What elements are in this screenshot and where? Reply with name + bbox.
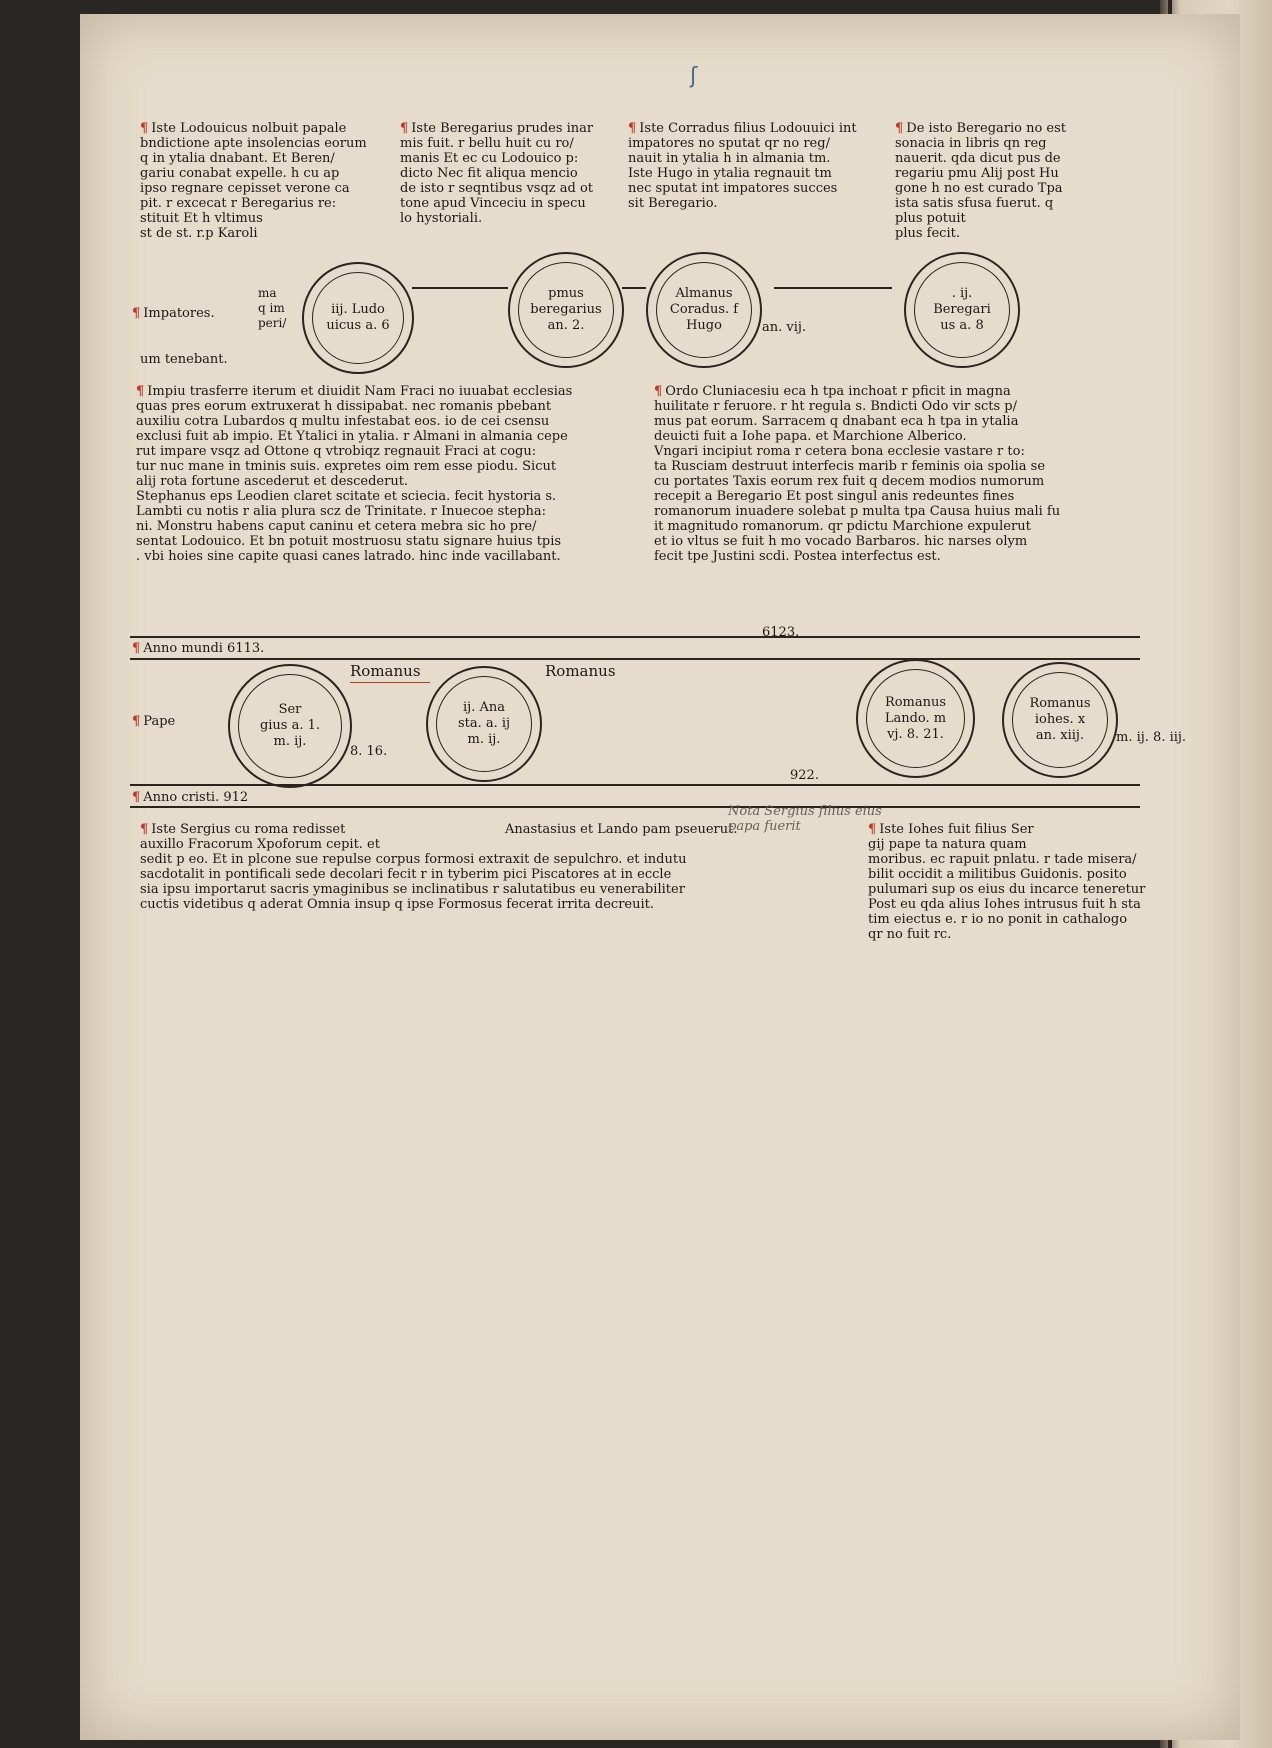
anastasius-text: Anastasius et Lando pam pseuerut. (505, 822, 738, 837)
pope-circle-text: Romanus Lando. m vj. 8. 21. (884, 694, 947, 742)
paragraph-mark-icon: ¶ (132, 306, 141, 321)
lineage-line (774, 287, 892, 289)
impatores-label (132, 306, 215, 321)
upper-col-2 (400, 106, 630, 226)
anno-cristi-label (132, 790, 248, 805)
emperor-circle-text: Almanus Coradus. f Hugo (669, 286, 739, 333)
impatores-text: ma q im peri/ (258, 286, 287, 330)
chronology-rule-top (130, 636, 1140, 638)
pope-circle-2 (426, 666, 542, 782)
paragraph-mark-icon: ¶ (868, 822, 877, 837)
lineage-line (622, 287, 646, 289)
upper-col-1-text: Iste Lodouicus nolbuit papale bndictione apte insolencias eorum q in ytalia dnabant. Et Beren/ gariu conabat expelle. h cu ap ipso regnare cepisset verone ca pit. r excecat r Beregarius re: stituit Et h vltimus st de st. r.p Karoli (140, 121, 367, 241)
paragraph-mark-icon: ¶ (132, 641, 141, 656)
paragraph-mark-icon: ¶ (140, 822, 149, 837)
lower-right-text (868, 822, 1148, 942)
anno-mundi-label (132, 641, 264, 656)
tenebant-text: um tenebant. (140, 352, 228, 367)
paragraph-mark-icon: ¶ (628, 121, 637, 136)
pope-circle-text: Romanus iohes. x an. xiij. (1029, 696, 1091, 743)
red-underline (350, 682, 430, 683)
anno-mundi-end: 6123. (762, 625, 800, 640)
pape-text: Pape (143, 714, 176, 729)
emperor-circle-2 (508, 252, 624, 368)
upper-col-3-text: Iste Corradus filius Lodouuici int impatores no sputat qr no reg/ nauit in ytalia h in almania tm. Iste Hugo in ytalia regnauit tm nec sputat int impatores succes sit Beregario. (628, 121, 857, 211)
pope-circle-text: ij. Ana sta. a. ij m. ij. (457, 700, 511, 747)
lower-left-content: Iste Sergius cu roma redisset auxillo Fracorum Xpoforum cepit. et sedit p eo. Et in plcone sue repulse corpus formosi extraxit de sepulchro. et indutu sacdotalit in pontificali sede decolari fecit r in tyberim pici Piscatores at in eccle sia ipsu importarut sacris ymaginibus se inclinatibus r salutatibus eu venerabiliter cuctis videtibus q aderat Omnia insup q ipse Formosus fecerat irrita decreuit. (140, 822, 687, 912)
emperor-circle-text: iij. Ludo uicus a. 6 (326, 302, 390, 333)
upper-col-3 (628, 106, 898, 211)
pape-label (132, 714, 175, 729)
upper-col-2-text: Iste Beregarius prudes inar mis fuit. r bellu huit cu ro/ manis Et ec cu Lodouico p: dicto Nec fit aliqua mencio de isto r seqntibus vsqz ad ot tone apud Vinceciu in specu lo hystoriali. (400, 121, 594, 226)
lower-right-content: Iste Iohes fuit filius Ser gij pape ta natura quam moribus. ec rapuit pnlatu. r tade misera/ bilit occidit a militibus Guidonis. posito pulumari sup os eius du incarce teneretur Post eu qda alius Iohes intrusus fuit h sta tim eiectus e. r io no ponit in cathalogo qr no fuit rc. (868, 822, 1146, 942)
paragraph-mark-icon: ¶ (132, 790, 141, 805)
middle-right-text (654, 384, 1134, 564)
paragraph-mark-icon: ¶ (400, 121, 409, 136)
paragraph-mark-icon: ¶ (136, 384, 145, 399)
pope-circle-1 (228, 664, 352, 788)
lineage-line (412, 287, 508, 289)
emperor-circle-text: . ij. Beregari us a. 8 (933, 286, 991, 333)
paragraph-mark-icon: ¶ (654, 384, 663, 399)
paragraph-mark-icon: ¶ (140, 121, 149, 136)
chronology-rule (130, 784, 1140, 786)
romanus-label-1: Romanus (350, 662, 421, 680)
emperor-circle-1 (302, 262, 414, 374)
middle-left-text (136, 384, 656, 564)
pope-circle-text: Ser gius a. 1. m. ij. (259, 702, 321, 749)
romanus-label-2: Romanus (545, 662, 616, 680)
middle-right-content: Ordo Cluniacesiu eca h tpa inchoat r pficit in magna huilitate r feruore. r ht regula s. Bndicti Odo vir scts p/ mus pat eorum. Sarracem q dnabant eca h tpa in ytalia deuicti fuit a Iohe papa. et Marchione Alberico. Vngari incipiut roma r cetera bona ecclesie vastare r to: ta Rusciam destruut interfecis marib r feminis oia spolia se cu portates Taxis eorum rex fuit q decem modios numorum recepit a Beregario Et post singul anis redeuntes fines romanorum inuadere solebat p multa tpa Causa huius mali fu it magnitudo romanorum. qr pdictu Marchione expulerut et io vltus se fuit h mo vocado Barbaros. hic narses olym fecit tpe Justini scdi. Postea interfectus est. (654, 384, 1061, 564)
middle-left-content: Impiu trasferre iterum et diuidit Nam Fraci no iuuabat ecclesias quas pres eorum extruxerat h dissipabat. nec romanis pbebant auxiliu cotra Lubardos q multu infestabat eos. io de cei csensu exclusi fuit ab impio. Et Ytalici in ytalia. r Almani in almania cepe rut impare vsqz ad Ottone q vtrobiqz regnauit Fraci at cogu: tur nuc mane in tminis suis. expretes oim rem esse piodu. Sicut alij rota fortune ascederut et descederut. Stephanus eps Leodien claret scitate et sciecia. fecit hystoria s. Lambti cu notis r alia plura scz de Trinitate. r Inuecoe stepha: ni. Monstru habens caput caninu et cetera mebra sic ho pre/ sentat Lodouico. Et bn potuit mostruosu statu signare huius tpis . vbi hoies sine capite quasi canes latrado. hinc inde vacillabant. (136, 384, 573, 564)
anno-mundi-text: Anno mundi 6113. (143, 641, 265, 656)
impatores-label-text: Impatores. (143, 306, 215, 321)
anno-cristi-end: 922. (790, 768, 819, 783)
upper-col-4-text: De isto Beregario no est sonacia in libris qn reg nauerit. qda dicut pus de regariu pmu Alij post Hu gone h no est curado Tpa ista satis sfusa fuerut. q plus potuit plus fecit. (895, 121, 1067, 241)
handwritten-note: Nota Sergius filius eius papa fuerit (728, 804, 882, 834)
emperor-circle-3 (646, 252, 762, 368)
chronology-rule (130, 658, 1140, 660)
emperor-circle-text: pmus beregarius an. 2. (530, 286, 602, 333)
paragraph-mark-icon: ¶ (895, 121, 904, 136)
pope-circle-4 (1002, 662, 1118, 778)
ink-mark: ʃ (690, 64, 698, 89)
anno-cristi-text: Anno cristi. 912 (143, 790, 249, 805)
manuscript-page (80, 14, 1240, 1740)
paragraph-mark-icon: ¶ (132, 714, 141, 729)
chronology-rule-bottom (130, 806, 1140, 808)
anvij-text: an. vij. (762, 320, 807, 335)
pope-circle-3 (856, 659, 975, 778)
emperor-circle-4 (904, 252, 1020, 368)
pope-years-16: 8. 16. (350, 744, 388, 759)
pope-years-end: m. ij. 8. iij. (1116, 730, 1187, 745)
upper-col-4 (895, 106, 1135, 241)
